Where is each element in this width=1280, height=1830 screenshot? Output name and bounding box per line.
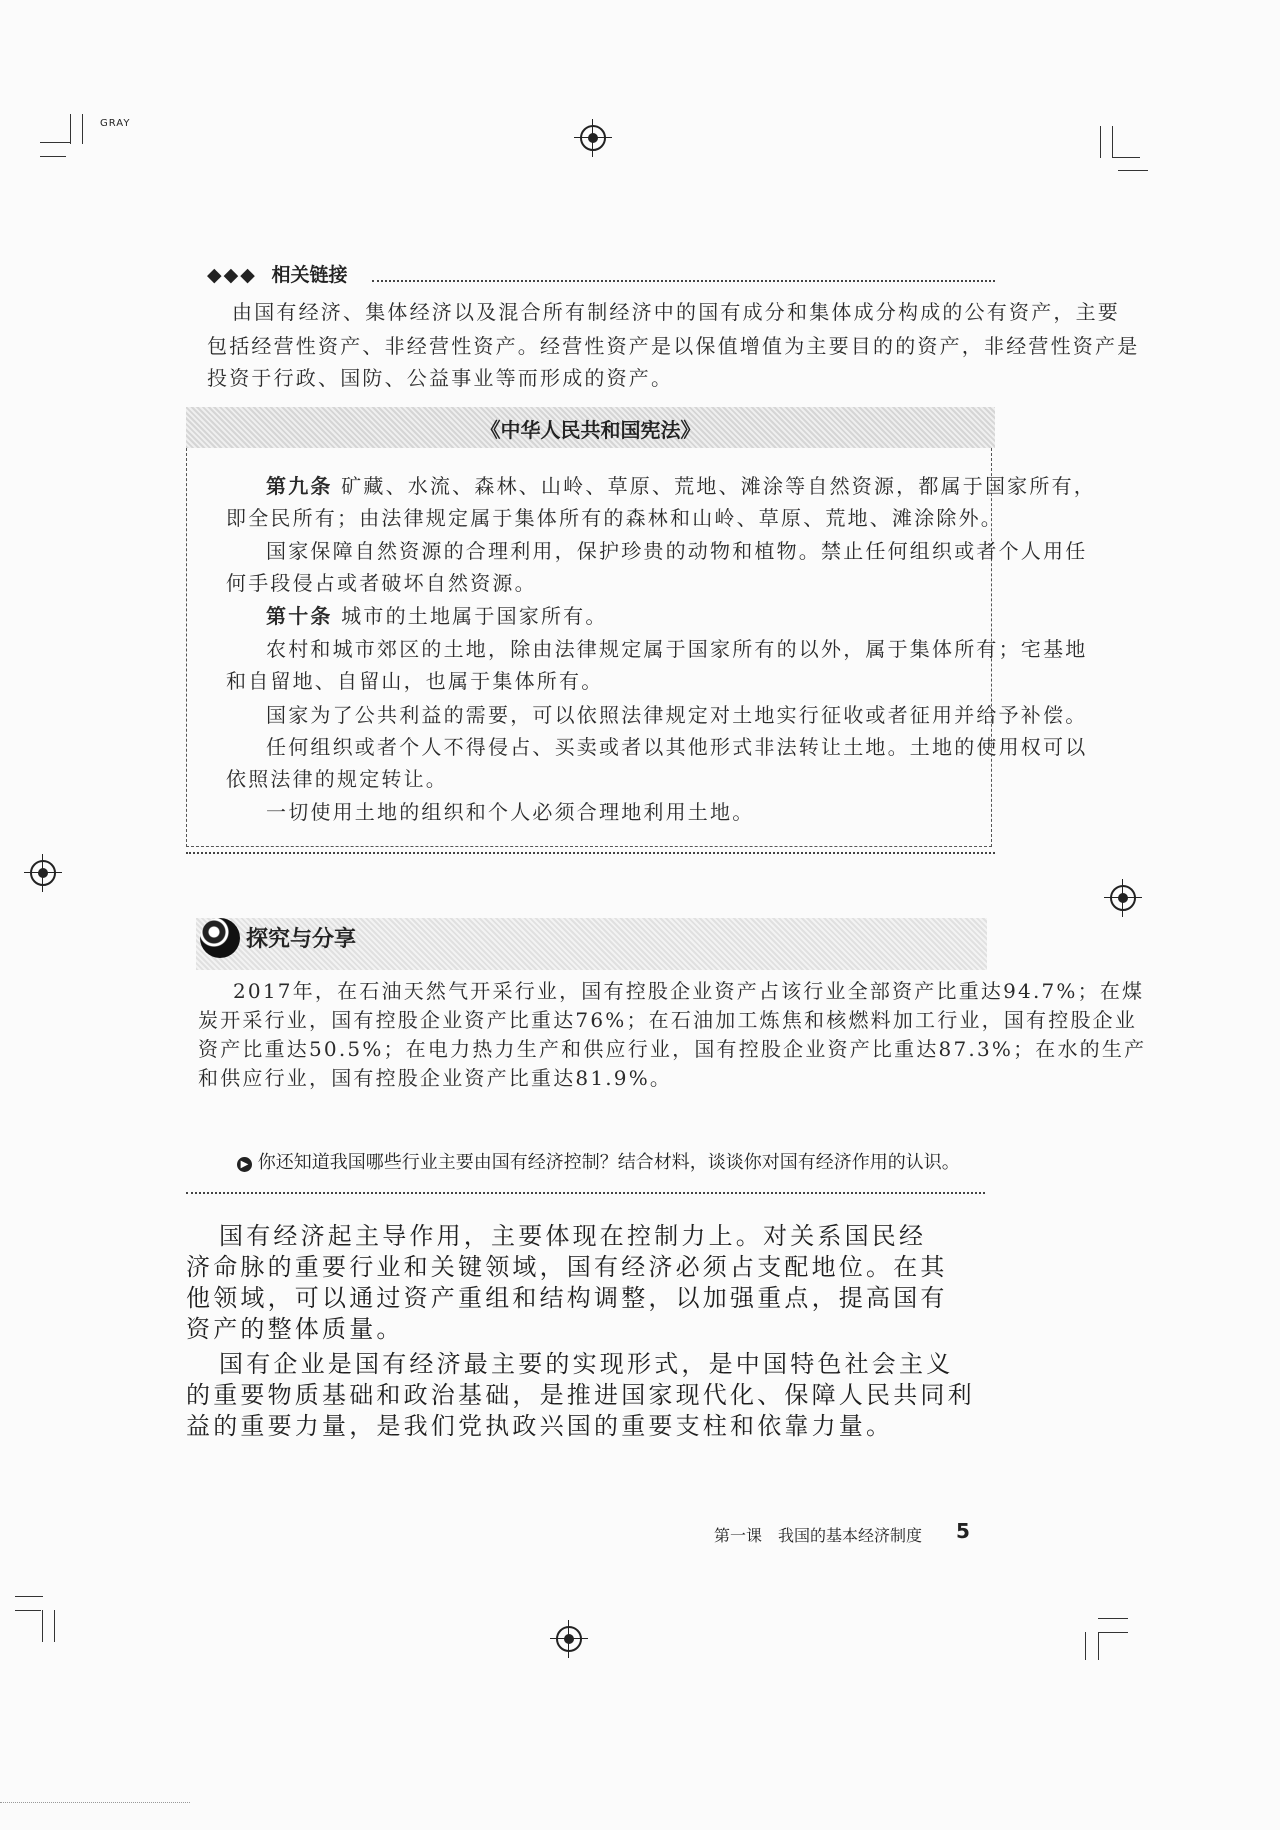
constitution-line xyxy=(226,665,603,694)
related-link-line: 由国有经济、集体经济以及混合所有制经济中的国有成分和集体成分构成的公有资产，主要 xyxy=(232,300,1120,324)
related-link-title: 相关链接 xyxy=(271,264,348,286)
divider xyxy=(372,280,995,282)
article-text: 任何组织或者个人不得侵占、买卖或者以其他形式非法转让土地。土地的使用权可以 xyxy=(266,735,1088,759)
body-line: 资产的整体质量。 xyxy=(186,1315,404,1343)
constitution-title: 《中华人民共和国宪法》 xyxy=(480,418,701,442)
page-number: 5 xyxy=(956,1519,970,1543)
article-label: 第九条 xyxy=(266,474,333,498)
article-label: 第十条 xyxy=(266,604,333,628)
constitution-line xyxy=(266,600,608,629)
divider xyxy=(186,852,995,854)
scan-noise-line xyxy=(0,1802,190,1803)
diamond-bullets-icon: ◆◆◆ xyxy=(207,264,257,286)
article-text: 何手段侵占或者破坏自然资源。 xyxy=(226,571,537,595)
constitution-line xyxy=(266,699,1087,728)
registration-mark-icon xyxy=(30,860,56,886)
article-text: 和自留地、自留山，也属于集体所有。 xyxy=(226,669,604,693)
explore-question xyxy=(237,1148,960,1174)
constitution-line xyxy=(266,535,1087,564)
question-text: 你还知道我国哪些行业主要由国有经济控制？结合材料，谈谈你对国有经济作用的认识。 xyxy=(257,1152,960,1173)
gray-label: GRAY xyxy=(100,118,131,129)
arrow-bullet-icon: ▶ xyxy=(237,1157,252,1172)
body-line: 益的重要力量，是我们党执政兴国的重要支柱和依靠力量。 xyxy=(186,1412,894,1440)
explore-line: 2017年，在石油天然气开采行业，国有控股企业资产占该行业全部资产比重达94.7%；在煤 xyxy=(233,979,1145,1003)
registration-mark-icon xyxy=(580,125,606,151)
related-link-line: 包括经营性资产、非经营性资产。经营性资产是以保值增值为主要目的的资产，非经营性资产是 xyxy=(207,334,1140,358)
article-text: 依照法律的规定转让。 xyxy=(226,767,448,791)
constitution-line xyxy=(226,567,537,596)
body-line: 的重要物质基础和政治基础，是推进国家现代化、保障人民共同利 xyxy=(186,1381,975,1409)
footer-chapter: 第一课 我国的基本经济制度 xyxy=(714,1526,923,1545)
constitution-line xyxy=(266,470,1096,499)
constitution-line xyxy=(266,633,1087,662)
explore-title: 探究与分享 xyxy=(246,927,357,952)
article-text: 即全民所有；由法律规定属于集体所有的森林和山岭、草原、荒地、滩涂除外。 xyxy=(226,506,1003,530)
explore-line: 和供应行业，国有控股企业资产比重达81.9%。 xyxy=(198,1066,673,1090)
article-text: 矿藏、水流、森林、山岭、草原、荒地、滩涂等自然资源，都属于国家所有， xyxy=(332,474,1096,498)
article-text: 国家保障自然资源的合理利用，保护珍贵的动物和植物。禁止任何组织或者个人用任 xyxy=(266,539,1088,563)
explore-line: 资产比重达50.5%；在电力热力生产和供应行业，国有控股企业资产比重达87.3%；在水的生产 xyxy=(198,1037,1147,1061)
registration-mark-icon xyxy=(1110,885,1136,911)
article-text: 城市的土地属于国家所有。 xyxy=(332,604,608,628)
explore-ball-icon xyxy=(200,918,240,958)
article-text: 一切使用土地的组织和个人必须合理地利用土地。 xyxy=(266,800,755,824)
constitution-line xyxy=(226,502,1003,531)
body-line: 国有企业是国有经济最主要的实现形式，是中国特色社会主义 xyxy=(219,1350,954,1378)
body-line: 他领域，可以通过资产重组和结构调整，以加强重点，提高国有 xyxy=(186,1284,948,1312)
related-link-line: 投资于行政、国防、公益事业等而形成的资产。 xyxy=(207,366,674,390)
related-link-header xyxy=(207,260,347,287)
article-text: 农村和城市郊区的土地，除由法律规定属于国家所有的以外，属于集体所有；宅基地 xyxy=(266,637,1088,661)
constitution-line xyxy=(266,796,754,825)
constitution-line xyxy=(266,731,1087,760)
divider xyxy=(186,1192,985,1194)
registration-mark-icon xyxy=(556,1626,582,1652)
body-line: 国有经济起主导作用，主要体现在控制力上。对关系国民经 xyxy=(219,1222,927,1250)
article-text: 国家为了公共利益的需要，可以依照法律规定对土地实行征收或者征用并给予补偿。 xyxy=(266,703,1088,727)
constitution-line xyxy=(226,763,448,792)
body-line: 济命脉的重要行业和关键领域，国有经济必须占支配地位。在其 xyxy=(186,1253,948,1281)
explore-line: 炭开采行业，国有控股企业资产比重达76%；在石油加工炼焦和核燃料加工行业，国有控股企业 xyxy=(198,1008,1138,1032)
